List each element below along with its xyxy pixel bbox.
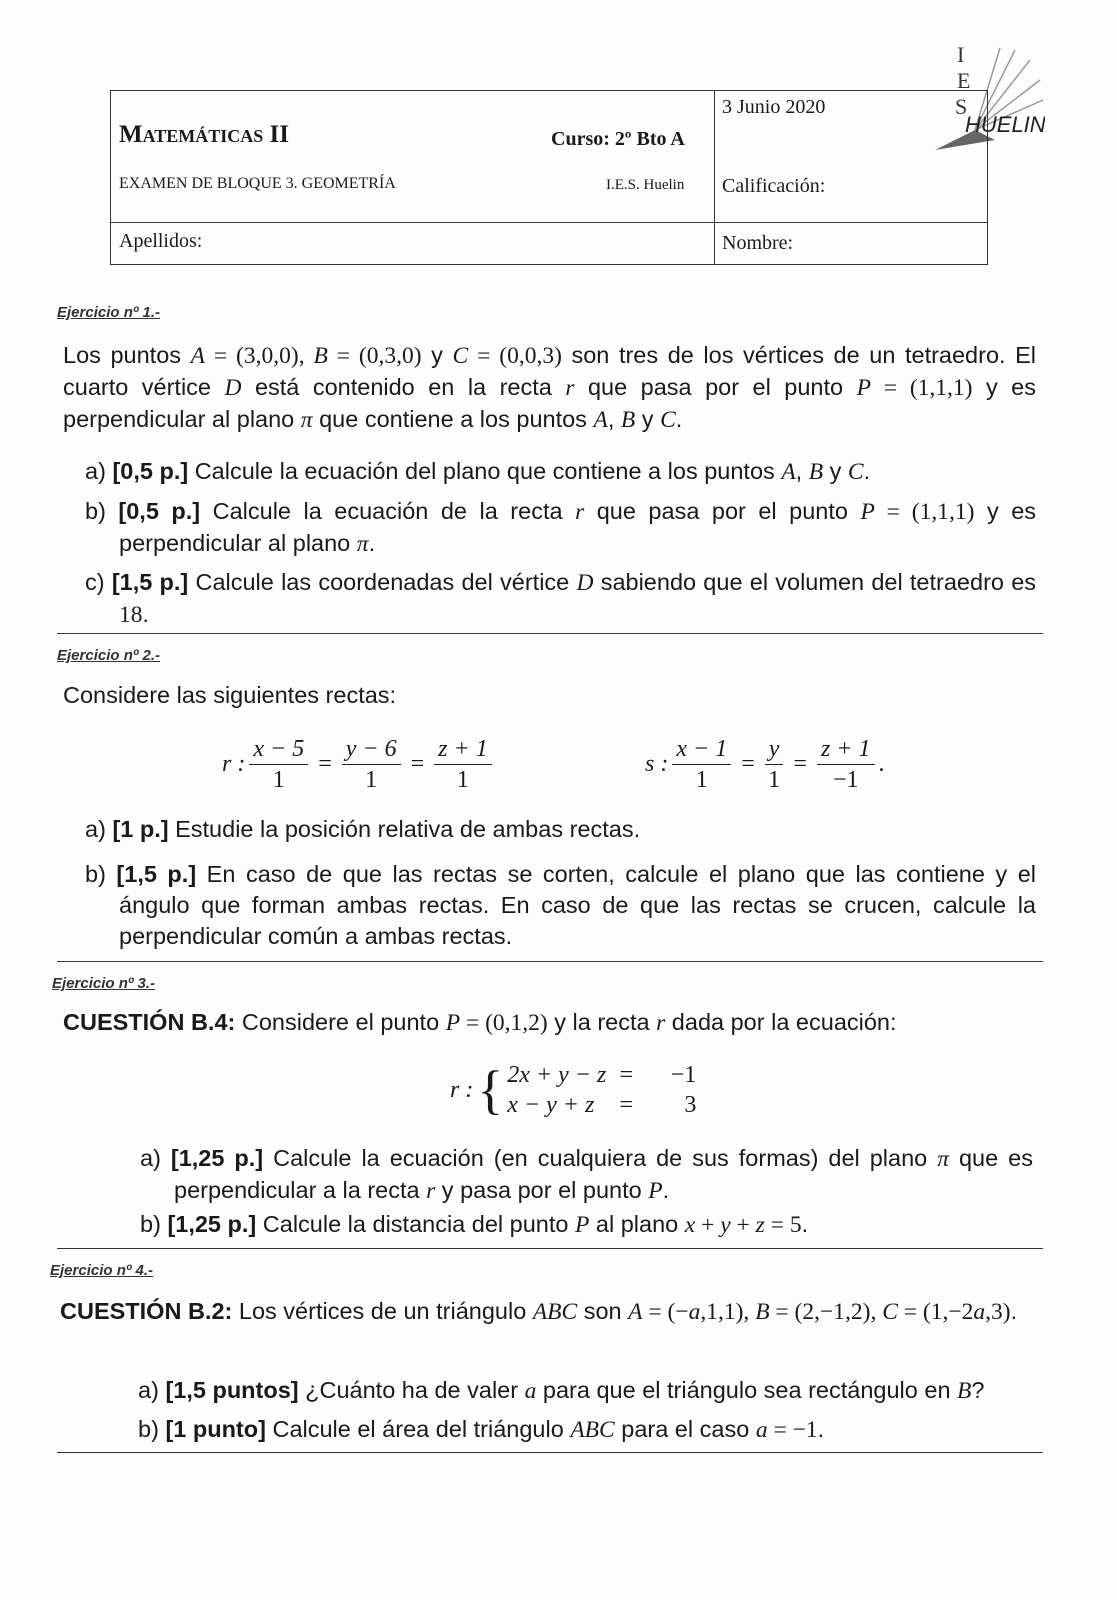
text: b)	[140, 1211, 168, 1237]
bold-text: [0,5 p.]	[118, 498, 201, 524]
bold-text: [0,5 p.]	[112, 458, 189, 484]
text: Calcule el área del triángulo	[265, 1416, 571, 1442]
text: .	[801, 1211, 809, 1237]
text: a)	[85, 458, 113, 484]
text: son tres de los vértices de un tetraedro. El cuarto vértice	[63, 342, 1037, 400]
math-text: a	[688, 1299, 701, 1325]
text: y	[421, 342, 453, 368]
math-text: B	[620, 407, 636, 433]
math-text: x	[684, 1212, 696, 1238]
text: ?	[971, 1377, 985, 1403]
math-text: ABC	[532, 1299, 578, 1325]
math-text: P	[860, 499, 875, 525]
text: que pasa por el punto	[584, 498, 861, 524]
bold-text: CUESTIÓN B.2:	[60, 1298, 233, 1324]
math-text: C	[847, 459, 864, 485]
text: a)	[140, 1145, 171, 1171]
exercise-3-part-a	[140, 1143, 1033, 1207]
svg-text:I: I	[957, 42, 965, 67]
bold-text: [1,5 p.]	[111, 569, 189, 595]
exercise-1-part-a	[85, 456, 1036, 488]
text: ,	[607, 406, 621, 432]
math-text: r	[575, 499, 585, 525]
bold-text: [1 p.]	[112, 816, 169, 842]
math-text: P	[445, 1010, 461, 1036]
text: .	[675, 406, 683, 432]
exercise-4-statement	[60, 1296, 1030, 1328]
text: Considere el punto	[235, 1009, 446, 1035]
exercise-2-label: Ejercicio nº 2.-	[57, 647, 161, 664]
math-text: B	[957, 1378, 972, 1404]
math-text: B	[755, 1299, 770, 1325]
text: Considere las siguientes rectas:	[63, 682, 397, 708]
exercise-4-label: Ejercicio nº 4.-	[50, 1262, 154, 1279]
text: que contiene a los puntos	[312, 406, 594, 432]
math-text: = (1,1,1)	[870, 375, 973, 401]
exercise-2-part-a	[85, 814, 1036, 845]
exercise-3-part-b	[140, 1209, 1033, 1241]
math-text: a	[524, 1378, 537, 1404]
name-field-label: Nombre:	[722, 232, 794, 254]
exercise-4-part-b	[138, 1414, 1038, 1446]
text: En caso de que las rectas se corten, calcule el plano que las contiene y el ángulo que forman ambas rectas. En caso de que las rectas se crucen, calcule la perpendicular común a ambas rectas.	[119, 861, 1036, 949]
math-text: = (1,1,1)	[874, 499, 975, 525]
svg-text:S: S	[955, 94, 968, 119]
math-text: P	[575, 1212, 590, 1238]
divider	[57, 1452, 1043, 1453]
math-text: = (2,−1,2),	[769, 1299, 883, 1325]
line-r-equation: r : $\frac{x - 5}{1}$ = $\frac{y - 6}{1}$ = $\frac{z + 1}{1}$	[222, 734, 496, 795]
exercise-3-label: Ejercicio nº 3.-	[52, 975, 156, 992]
math-text: π	[937, 1146, 949, 1172]
exercise-1-part-c	[85, 567, 1036, 631]
math-text: A	[781, 459, 796, 485]
text: al plano	[589, 1211, 685, 1237]
math-text: = (0,0,3)	[468, 343, 562, 369]
math-text: = (3,0,0),	[204, 343, 314, 369]
text: Calcule la ecuación (en cualquiera de sus formas) del plano	[263, 1145, 938, 1171]
math-text: z	[755, 1212, 765, 1238]
bold-text: [1,25 p.]	[170, 1145, 264, 1171]
text: b)	[85, 861, 117, 887]
school-name: I.E.S. Huelin	[606, 177, 685, 193]
exercise-1-part-b	[85, 496, 1036, 560]
text: .	[662, 1177, 670, 1203]
svg-text:HUELIN: HUELIN	[965, 112, 1045, 137]
exercise-3-statement	[63, 1007, 1036, 1039]
math-text: ,1,1),	[700, 1299, 756, 1325]
math-text: ,3)	[985, 1299, 1011, 1325]
text: y la recta	[547, 1009, 657, 1035]
math-text: r	[656, 1010, 666, 1036]
math-text: A	[628, 1299, 643, 1325]
text: Calcule la ecuación del plano que contiene a los puntos	[188, 458, 782, 484]
math-text: = (0,3,0)	[327, 343, 422, 369]
divider	[57, 633, 1043, 634]
math-text: = (−	[642, 1299, 689, 1325]
exam-date: 3 Junio 2020	[722, 96, 826, 118]
text: y	[635, 406, 661, 432]
text: .	[863, 458, 871, 484]
text: que pasa por el punto	[574, 374, 857, 400]
exercise-1-statement	[63, 340, 1036, 436]
surname-field-label: Apellidos:	[119, 230, 203, 252]
math-text: a	[973, 1299, 986, 1325]
bold-text: [1,25 p.]	[167, 1211, 257, 1237]
text: ,	[795, 458, 809, 484]
text: Calcule la ecuación de la recta	[200, 498, 576, 524]
text: y es perpendicular al plano	[63, 374, 1036, 432]
text: Calcule la distancia del punto	[256, 1211, 576, 1237]
math-text: = (1,−2	[897, 1299, 974, 1325]
math-text: r	[565, 375, 575, 401]
math-text: A	[593, 407, 608, 433]
divider	[57, 1248, 1043, 1249]
text: .	[817, 1416, 825, 1442]
text: y pasa por el punto	[435, 1177, 649, 1203]
svg-text:E: E	[957, 68, 971, 93]
subject-title: Matemáticas II	[119, 121, 289, 148]
bold-text: [1,5 puntos]	[165, 1377, 299, 1403]
text: Los vértices de un triángulo	[232, 1298, 533, 1324]
math-text: π	[300, 407, 313, 433]
math-text: a	[755, 1417, 768, 1443]
bold-text: [1 punto]	[165, 1416, 266, 1442]
math-text: P	[856, 375, 871, 401]
text: .	[368, 530, 376, 556]
text: c)	[85, 569, 112, 595]
math-text: A	[190, 343, 205, 369]
math-text: C	[452, 343, 469, 369]
text: dada por la ecuación:	[665, 1009, 897, 1035]
exercise-2-part-b	[85, 859, 1036, 952]
math-text: = −1	[767, 1417, 818, 1443]
text: ¿Cuánto ha de valer	[298, 1377, 525, 1403]
text: a)	[138, 1377, 166, 1403]
text: Estudie la posición relativa de ambas rectas.	[168, 816, 641, 842]
math-text: B	[808, 459, 824, 485]
exercise-1-label: Ejercicio nº 1.-	[57, 304, 161, 321]
exam-header-table	[110, 90, 988, 265]
math-text: +	[730, 1212, 756, 1238]
divider	[57, 961, 1043, 962]
text: b)	[85, 498, 119, 524]
math-text: P	[648, 1178, 663, 1204]
text: Los puntos	[63, 342, 191, 368]
math-text: = (0,1,2)	[460, 1010, 548, 1036]
text: que es perpendicular a la recta	[174, 1145, 1033, 1203]
text: para el caso	[614, 1416, 756, 1442]
math-text: D	[576, 570, 594, 596]
math-text: r	[426, 1178, 436, 1204]
math-text: 18	[119, 602, 143, 628]
exam-title: EXAMEN DE BLOQUE 3. GEOMETRÍA	[119, 175, 396, 192]
math-text: +	[695, 1212, 721, 1238]
text: y es perpendicular al plano	[119, 498, 1037, 556]
bold-text: [1,5 p.]	[116, 861, 197, 887]
text: .	[142, 601, 150, 627]
text: y	[823, 458, 848, 484]
text: para que el triángulo sea rectángulo en	[536, 1377, 958, 1403]
math-text: y	[720, 1212, 731, 1238]
text: sabiendo que el volumen del tetraedro es	[593, 569, 1037, 595]
text: son	[577, 1298, 629, 1324]
math-text: = 5	[764, 1212, 802, 1238]
exercise-2-statement	[63, 680, 1036, 711]
math-text: π	[356, 531, 369, 557]
exercise-4-part-a	[138, 1375, 1038, 1407]
math-text: C	[882, 1299, 898, 1325]
text: Calcule las coordenadas del vértice	[188, 569, 577, 595]
math-text: ABC	[570, 1417, 615, 1443]
text: está contenido en la recta	[241, 374, 566, 400]
text: .	[1010, 1298, 1018, 1324]
text: a)	[85, 816, 113, 842]
bold-text: CUESTIÓN B.4:	[63, 1009, 236, 1035]
line-r-system: r : { 2x + y − z = −1 x − y + z = 3	[450, 1060, 697, 1120]
math-text: C	[660, 407, 676, 433]
math-text: D	[224, 375, 242, 401]
line-s-equation: s : $\frac{x - 1}{1}$ = $\frac{y}{1}$ = $\frac{z + 1}{-1}$ .	[645, 736, 885, 793]
math-text: B	[313, 343, 328, 369]
course-label: Curso: 2º Bto A	[551, 128, 685, 150]
grade-field-label: Calificación:	[722, 175, 826, 197]
text: b)	[138, 1416, 166, 1442]
